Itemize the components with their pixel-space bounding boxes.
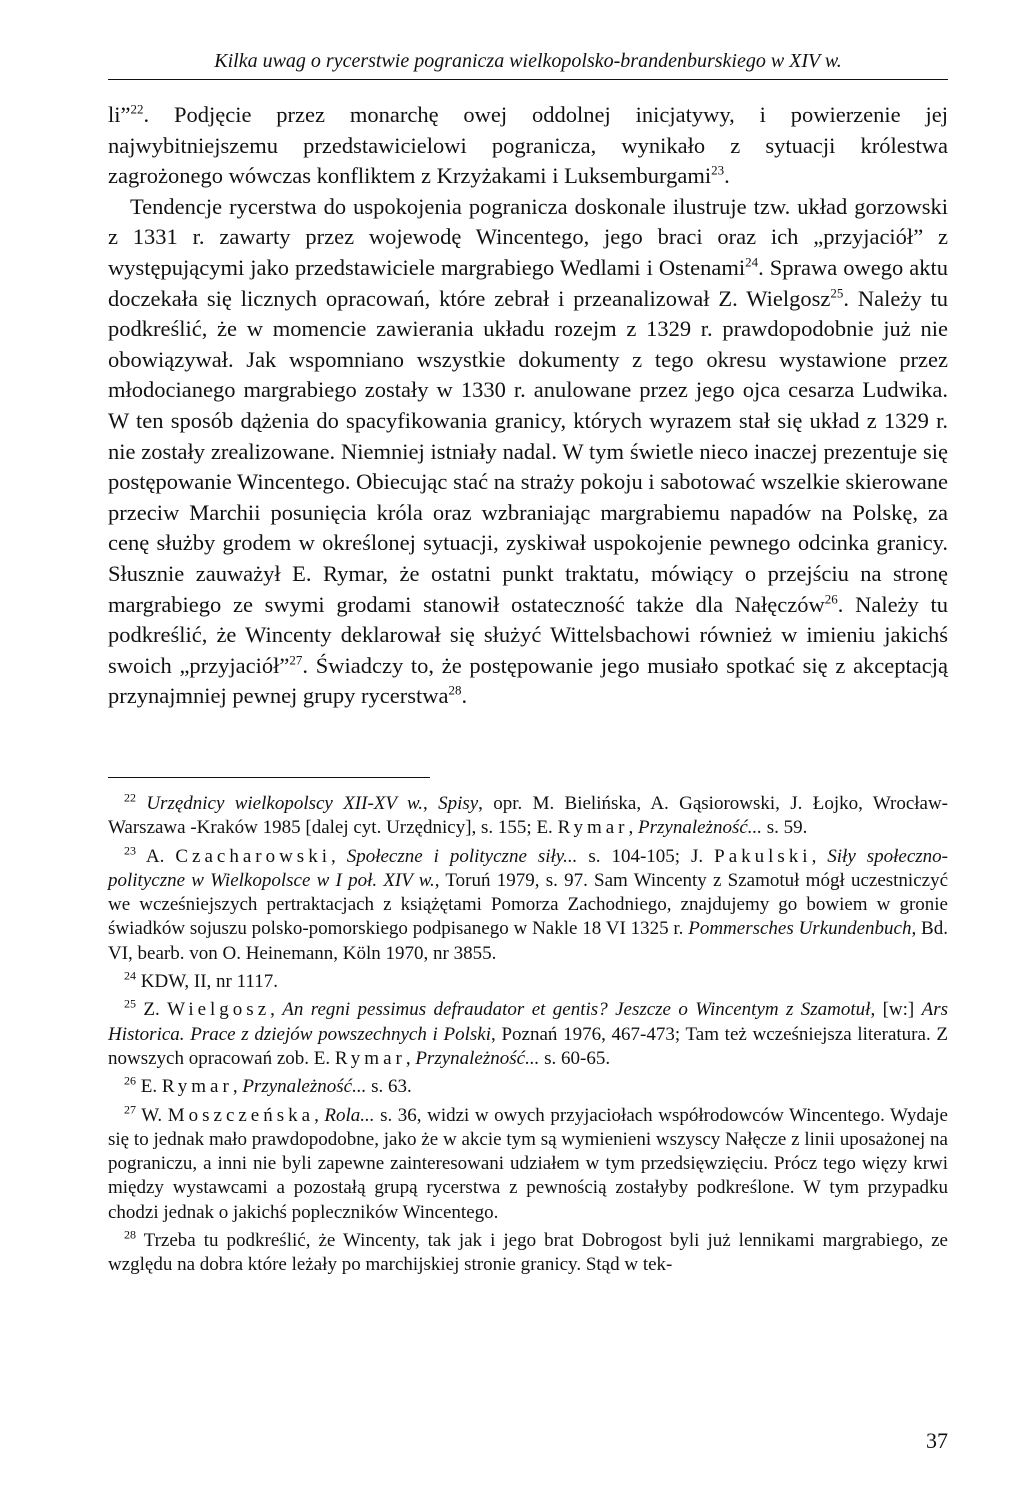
text-run: , — [422, 793, 439, 814]
text-run: s. 59. — [762, 817, 808, 839]
footnote-ref[interactable]: 24 — [745, 254, 759, 270]
text-run: . Należy tu podkreślić, że Wincenty deklarował się służyć Wittelsbachowi również w imieniu jakichś swoich „przyjaciół” — [108, 591, 948, 678]
text-run: . — [461, 683, 468, 709]
footnote-ref[interactable]: 22 — [130, 101, 144, 117]
text-run: , — [314, 1104, 325, 1126]
text-run: s. 104-105; J. — [577, 845, 715, 867]
title: An regni pessimus defraudator et gentis? Jeszcze o Wincentym z Szamotuł — [282, 999, 871, 1021]
paragraph-1 — [108, 100, 948, 192]
text-run: Z. — [143, 999, 168, 1021]
title: Przynależność... — [638, 817, 763, 839]
text-run: , Toruń 1979, s. 97. Sam Wincenty z Szamotuł mógł uczestniczyć we wcześniejszych pertraktacjach z książętami Pomorza Zachodniego, znajdujemy go bowiem w gronie świadków sojuszu polsko-pomorskiego podpisanego w Nakle 18 VI 1325 r. — [108, 869, 949, 940]
text-run: , Poznań 1976, 467-473; Tam też wcześniejsza literatura. Z nowszych opracowań zob. E. — [108, 1023, 948, 1069]
title: Przynależność... — [415, 1047, 540, 1069]
text-run: Trzeba tu podkreślić, że Wincenty, tak jak i jego brat Dobrogost byli już lennikami margrabiego, ze względu na dobra które leżały po marchijskiej stronie granicy. Stąd w tek- — [108, 1230, 948, 1276]
footnote-ref[interactable]: 27 — [289, 652, 303, 668]
footnote-ref[interactable]: 28 — [448, 682, 462, 698]
text-run: s. 60-65. — [539, 1047, 611, 1069]
author-name: Rymar — [334, 1047, 406, 1069]
text-run: , — [628, 817, 639, 839]
footnote-26 — [108, 1075, 948, 1099]
text-run: , — [811, 845, 828, 867]
page-number: 37 — [926, 1428, 948, 1453]
title: Siły społeczno-polityczne w Wielkopolsce w I poł. XIV w. — [108, 845, 948, 891]
text-run: . Należy tu podkreślić, że w momencie zawierania układu rozejm z 1329 r. prawdopodobnie już nie obowiązywał. Jak wspomniano wszystkie dokumenty z tego okresu wystawione przez młodocianego margrabiego zostały w 1330 r. anulowane przez jego ojca cesarza Ludwika. W ten sposób dążenia do spacyfikowania granicy, których wyrazem stał się układ z 1329 r. nie zostały zrealizowane. Niemniej istniały nadal. W tym świetle nieco inaczej prezentuje się postępowanie Wincentego. Obiecując stać na straży pokoju i sabotować wszelkie skierowane przeciw Marchii posunięcia króla oraz wzbraniając margrabiemu napadów na Polskę, za cenę służby grodem w określonej sytuacji, zyskiwał uspokojenie pewnego odcinka granicy. Słusznie zauważył E. Rymar, że ostatni punkt traktatu, mówiący o przejściu na stronę margrabiego ze swymi grodami stanowił ostateczność także dla Nałęczów — [108, 285, 948, 617]
text-run: . Podjęcie przez monarchę owej oddolnej inicjatywy, i powierzenie jej najwybitniejszemu przedstawicielowi pogranicza, wynikało z sytuacji królestwa zagrożonego wówczas konfliktem z Krzyżakami i Luksemburgami — [108, 102, 948, 189]
footnote-22 — [108, 792, 948, 841]
main-text — [108, 100, 948, 712]
text-run: W. — [141, 1104, 168, 1126]
text-run: . Sprawa owego aktu doczekała się licznych opracowań, które zebrał i przeanalizował Z. Wielgosz — [108, 254, 948, 311]
author-name: Wielgosz — [167, 999, 271, 1021]
title: Ars Historica. Prace z dziejów powszechnych i Polski — [108, 999, 949, 1045]
footnote-number: 27 — [124, 1102, 136, 1117]
text-run: KDW, II, nr 1117. — [140, 971, 278, 993]
paragraph-2 — [108, 192, 948, 712]
author-name: Pakulski — [714, 845, 812, 867]
text-run: , — [405, 1047, 416, 1069]
footnote-number: 22 — [124, 790, 136, 805]
text-run: , [w:] — [870, 999, 922, 1021]
footnote-number: 28 — [124, 1227, 136, 1242]
footnote-25 — [108, 998, 948, 1071]
footnote-28 — [108, 1229, 948, 1278]
footnote-27 — [108, 1104, 948, 1225]
author-name: Rymar — [557, 817, 629, 839]
text-run: A. — [145, 845, 176, 867]
text-run: s. 63. — [366, 1076, 412, 1098]
title: Urzędnicy wielkopolscy XII-XV w. — [146, 793, 423, 814]
author-name: Moszczeńska — [167, 1104, 315, 1126]
text-run: li” — [108, 102, 131, 127]
author-name: Rymar — [161, 1076, 233, 1098]
text-run: , — [330, 845, 347, 867]
title: Społeczne i polityczne siły... — [346, 845, 578, 867]
text-run: , — [270, 999, 283, 1021]
running-head: Kilka uwag o rycerstwie pogranicza wielkopolsko-brandenburskiego w XIV w. — [108, 50, 948, 80]
footnote-number: 24 — [124, 968, 136, 983]
title: Rola... — [324, 1104, 375, 1126]
text-run: , Bd. VI, bearb. von O. Heinemann, Köln 1970, nr 3855. — [108, 918, 948, 964]
title: Spisy — [438, 793, 479, 814]
text-run: . Świadczy to, że postępowanie jego musiało spotkać się z akceptacją przynajmniej pewnej grupy rycerstwa — [108, 652, 948, 709]
text-run: , opr. M. Bielińska, A. Gąsiorowski, J. Łojko, Wrocław-Warszawa -Kraków 1985 [dalej cyt. Urzędnicy], s. 155; E. — [108, 793, 949, 839]
footnote-number: 26 — [124, 1073, 136, 1088]
text-run: E. — [140, 1076, 162, 1098]
footnote-ref[interactable]: 23 — [711, 162, 725, 178]
text-run: s. 36, widzi w owych przyjaciołach współrodowców Wincentego. Wydaje się to jednak mało prawdopodobne, jako że w akcie tym są wymienieni wszyscy Nałęcze z linii uposażonej na pograniczu, a inni nie byli zapewne zainteresowani udziałem w tym przedsięwzięciu. Prócz tego więzy krwi między wystawcami a pozostałą grupą rycerstwa z pewnością zostałyby podkreślone. W tym przypadku chodzi jednak o jakichś popleczników Wincentego. — [108, 1104, 948, 1223]
text-run: Tendencje rycerstwa do uspokojenia pogranicza doskonale ilustruje tzw. układ gorzowski z 1331 r. zawarty przez wojewodę Wincentego, jego braci oraz ich „przyjaciół” z występującymi jako przedstawiciele margrabiego Wedlami i Ostenami — [108, 193, 948, 280]
footnote-number: 25 — [124, 997, 136, 1012]
footnote-divider — [108, 777, 430, 778]
title: Przynależność... — [242, 1076, 367, 1098]
title: Pommersches Urkundenbuch — [688, 918, 912, 940]
footnote-number: 23 — [124, 843, 136, 858]
footnote-ref[interactable]: 25 — [830, 285, 844, 301]
footnote-23 — [108, 845, 948, 966]
text-run: , — [232, 1076, 243, 1098]
author-name: Czacharowski — [175, 845, 331, 867]
footnote-24 — [108, 970, 948, 994]
footnotes — [108, 792, 948, 1282]
footnote-ref[interactable]: 26 — [824, 591, 838, 606]
text-run: . — [724, 163, 730, 189]
